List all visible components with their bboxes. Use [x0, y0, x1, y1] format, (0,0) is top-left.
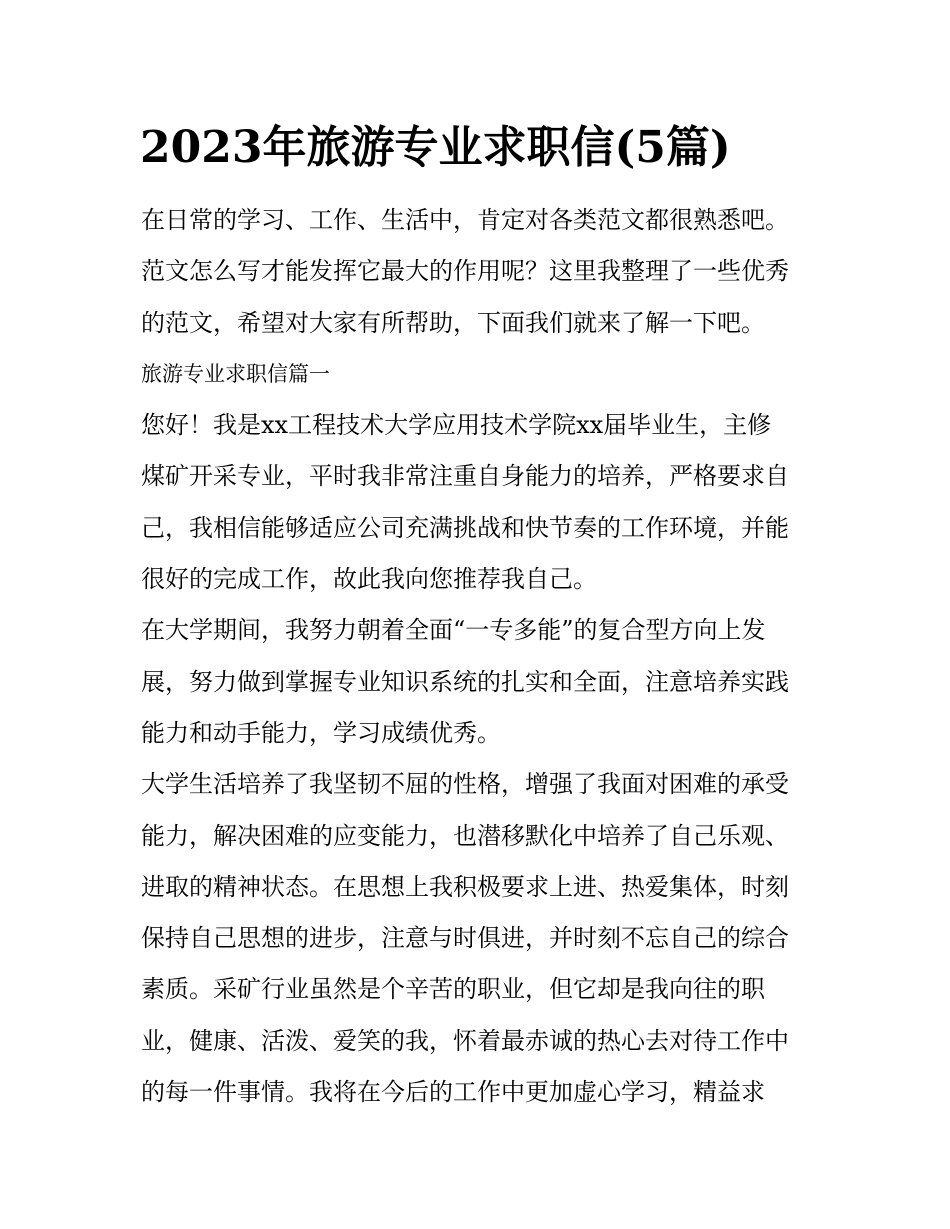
paragraph-line: 煤矿开采专业，平时我非常注重自身能力的培养，严格要求自	[141, 462, 789, 491]
intro-line-1: 在日常的学习、工作、生活中，肯定对各类范文都很熟悉吧。	[141, 206, 789, 234]
intro-line-3: 的范文，希望对大家有所帮助，下面我们就来了解一下吧。	[141, 308, 765, 337]
intro-line-2: 范文怎么写才能发挥它最大的作用呢？这里我整理了一些优秀	[141, 257, 789, 286]
paragraph-line: 您好！我是xx工程技术大学应用技术学院xx届毕业生，主修	[141, 411, 772, 440]
paragraph-line: 展，努力做到掌握专业知识系统的扎实和全面，注意培养实践	[141, 667, 789, 696]
paragraph-line: 大学生活培养了我坚韧不屈的性格，增强了我面对困难的承受	[141, 770, 789, 799]
section-heading: 旅游专业求职信篇一	[141, 361, 330, 386]
document-body	[141, 195, 821, 1118]
paragraph-line: 的每一件事情。我将在今后的工作中更加虚心学习，精益求	[141, 1078, 765, 1107]
paragraph-line: 进取的精神状态。在思想上我积极要求上进、热爱集体，时刻	[141, 872, 789, 901]
paragraph-line: 业，健康、活泼、爱笑的我，怀着最赤诚的热心去对待工作中	[141, 1026, 789, 1055]
paragraph-line: 很好的完成工作，故此我向您推荐我自己。	[141, 565, 597, 594]
paragraph-line: 能力和动手能力，学习成绩优秀。	[141, 718, 501, 747]
paragraph-line: 保持自己思想的进步，注意与时俱进，并时刻不忘自己的综合	[141, 924, 789, 953]
document-title: 2023年旅游专业求职信(5篇)	[140, 122, 731, 173]
paragraph-line: 己，我相信能够适应公司充满挑战和快节奏的工作环境，并能	[141, 513, 789, 542]
paragraph-line: 能力，解决困难的应变能力，也潜移默化中培养了自己乐观、	[141, 821, 789, 850]
paragraph-line: 素质。采矿行业虽然是个辛苦的职业，但它却是我向往的职	[141, 975, 765, 1004]
paragraph-line: 在大学期间，我努力朝着全面“一专多能”的复合型方向上发	[141, 616, 766, 645]
